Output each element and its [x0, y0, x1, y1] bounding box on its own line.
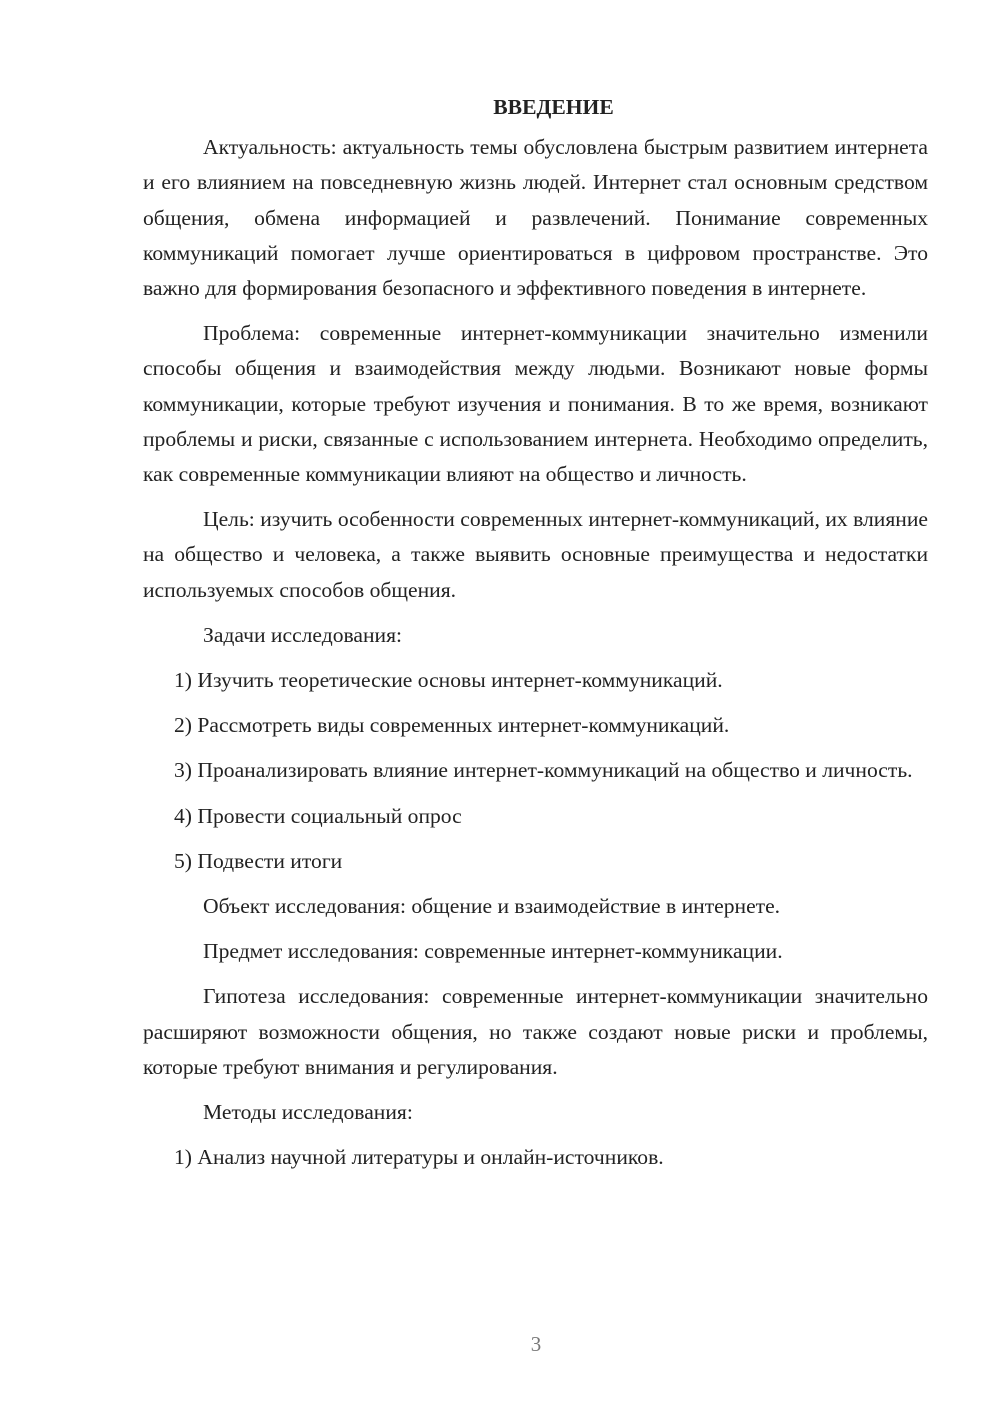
section-title: ВВЕДЕНИЕ — [493, 95, 614, 119]
document-body — [143, 90, 928, 1185]
task-item: 4) Провести социальный опрос — [174, 803, 462, 828]
paragraph-subject: Предмет исследования: современные интернет-коммуникации. — [203, 939, 783, 964]
task-item: 1) Изучить теоретические основы интернет-коммуникаций. — [174, 668, 723, 693]
methods-heading: Методы исследования: — [203, 1100, 413, 1125]
paragraph-hypothesis: Гипотеза исследования: современные интернет-коммуникации значительно расширяют возможности общения, но также создают новые риски и проблемы, которые требуют внимания и регулирования. — [143, 984, 928, 1079]
paragraph-object: Объект исследования: общение и взаимодействие в интернете. — [203, 894, 781, 919]
page-number: 3 — [530, 1332, 542, 1356]
method-item: 1) Анализ научной литературы и онлайн-источников. — [174, 1145, 664, 1170]
paragraph-goal: Цель: изучить особенности современных интернет-коммуникаций, их влияние на общество и человека, а также выявить основные преимущества и недостатки используемых способов общения. — [143, 507, 928, 602]
paragraph-problem: Проблема: современные интернет-коммуникации значительно изменили способы общения и взаимодействия между людьми. Возникают новые формы коммуникации, которые требуют изучения и понимания. В то же время, возникают проблемы и риски, связанные с использованием интернета. Необходимо определить, как современные коммуникации влияют на общество и личность. — [143, 321, 928, 487]
task-item: 3) Проанализировать влияние интернет-коммуникаций на общество и личность. — [174, 758, 913, 783]
paragraph-relevance: Актуальность: актуальность темы обусловлена быстрым развитием интернета и его влиянием на повседневную жизнь людей. Интернет стал основным средством общения, обмена информацией и развлечений. Понимание современных коммуникаций помогает лучше ориентироваться в цифровом пространстве. Это важно для формирования безопасного и эффективного поведения в интернете. — [143, 135, 928, 301]
task-item: 2) Рассмотреть виды современных интернет-коммуникаций. — [174, 713, 730, 738]
tasks-heading: Задачи исследования: — [203, 622, 403, 647]
task-item: 5) Подвести итоги — [174, 848, 343, 873]
